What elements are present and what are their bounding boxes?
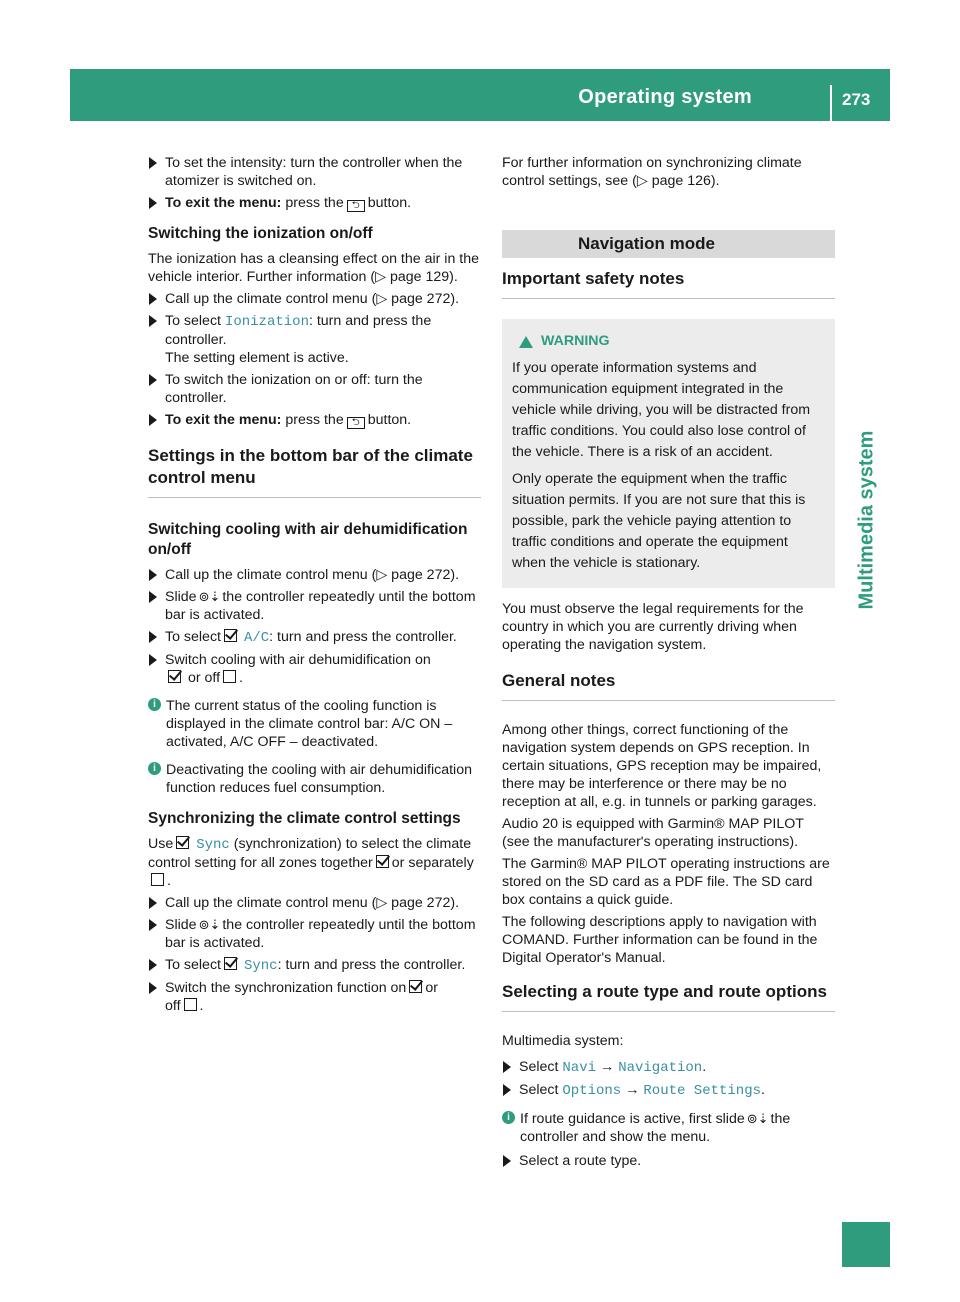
ionization-paragraph: The ionization has a cleansing effect on the air in the vehicle interior. Further information (▷ page 129).: [148, 251, 479, 285]
step-slide-controller: Slide ⊚⇣ the controller repeatedly until the bottom bar is activated.: [148, 588, 481, 624]
controller-slide-icon: ⊚⇣: [198, 589, 221, 604]
checkbox-checked-icon: [376, 855, 389, 868]
info-note-fuel: i Deactivating the cooling with air dehumidification function reduces fuel consumption.: [148, 761, 481, 797]
step-call-menu: Call up the climate control menu (▷ page 272).: [148, 290, 481, 308]
checkbox-checked-icon: [168, 670, 181, 683]
general-notes-2: Audio 20 is equipped with Garmin® MAP PILOT (see the manufacturer's operating instructions).: [502, 816, 804, 850]
section-banner-navigation: Navigation mode: [502, 230, 835, 258]
header-divider: [830, 85, 832, 121]
chapter-side-tab-label: Multimedia system: [855, 430, 878, 610]
arrow-right-icon: →: [625, 1082, 640, 1098]
step-select-ac: To select A/C: turn and press the controller.: [148, 628, 481, 647]
heading-route-type: Selecting a route type and route options: [502, 981, 835, 1012]
right-column: [502, 154, 835, 1174]
warning-paragraph-1: If you operate information systems and communication equipment integrated in the vehicle while driving, you will be distracted from traffic conditions. You could also lose control of the vehicle. There is a risk of an accident.: [512, 360, 811, 460]
legal-requirements: You must observe the legal requirements for the country in which you are currently driving when operating the navigation system.: [502, 601, 804, 653]
info-icon: i: [148, 762, 161, 775]
heading-bottom-bar: Settings in the bottom bar of the climate control menu: [148, 445, 481, 498]
info-icon: i: [148, 698, 161, 711]
left-column: [148, 154, 481, 1019]
info-note-ac-status: i The current status of the cooling function is displayed in the climate control bar: A/C ON – activated, A/C OFF – deactivated.: [148, 697, 481, 751]
heading-safety-notes: Important safety notes: [502, 268, 835, 299]
checkbox-empty-icon: [184, 998, 197, 1011]
multimedia-system-label: Multimedia system:: [502, 1033, 624, 1049]
heading-ionization: Switching the ionization on/off: [148, 225, 373, 242]
back-button-icon: ⮌: [347, 417, 365, 429]
checkbox-empty-icon: [151, 873, 164, 886]
step-select-ionization: To select Ionization: turn and press the controller. The setting element is active.: [148, 312, 481, 367]
chapter-side-tab: [842, 350, 890, 690]
warning-box: [502, 319, 835, 588]
checkbox-checked-icon: [409, 980, 422, 993]
step-call-menu-2: Call up the climate control menu (▷ page 272).: [148, 566, 481, 584]
sync-paragraph: Use Sync (synchronization) to select the climate control setting for all zones together or separately.: [148, 836, 474, 889]
warning-title: WARNING: [519, 331, 825, 352]
step-exit-menu: To exit the menu: press the ⮌ button.: [148, 194, 481, 212]
step-switch-cooling: Switch cooling with air dehumidification on or off .: [148, 651, 481, 687]
controller-slide-icon: ⊚⇣: [198, 917, 221, 932]
heading-cooling: Switching cooling with air dehumidification on/off: [148, 521, 468, 558]
page-number: 273: [842, 90, 871, 109]
general-notes-1: Among other things, correct functioning of the navigation system depends on GPS reception. In certain situations, GPS reception may be impaired, there may be interference or there may be no reception at all, e.g. in tunnels or parking garages.: [502, 722, 822, 810]
heading-general-notes: General notes: [502, 670, 835, 701]
header-bar: [70, 69, 890, 121]
step-slide-controller-2: Slide ⊚⇣ the controller repeatedly until the bottom bar is activated.: [148, 916, 481, 952]
controller-slide-icon: ⊚⇣: [746, 1111, 769, 1126]
info-icon: i: [502, 1111, 515, 1124]
warning-triangle-icon: [519, 336, 533, 348]
info-note-route-guidance: i If route guidance is active, first slide ⊚⇣ the controller and show the menu.: [502, 1110, 835, 1146]
general-notes-3: The Garmin® MAP PILOT operating instructions are stored on the SD card as a PDF file. The SD card box contains a quick guide.: [502, 856, 830, 908]
arrow-right-icon: →: [600, 1059, 615, 1075]
general-notes-4: The following descriptions apply to navigation with COMAND. Further information can be found in the Digital Operator's Manual.: [502, 914, 818, 966]
checkbox-checked-icon: [224, 957, 237, 970]
step-switch-sync: Switch the synchronization function on or off .: [148, 979, 481, 1015]
checkbox-empty-icon: [223, 670, 236, 683]
page-section-title: Operating system: [578, 86, 752, 108]
step-select-sync: To select Sync: turn and press the controller.: [148, 956, 481, 975]
checkbox-checked-icon: [224, 629, 237, 642]
step-set-intensity: To set the intensity: turn the controller when the atomizer is switched on.: [148, 154, 481, 190]
back-button-icon: ⮌: [347, 200, 365, 212]
step-select-navi: Select Navi → Navigation.: [502, 1058, 835, 1077]
checkbox-checked-icon: [176, 836, 189, 849]
step-select-options: Select Options → Route Settings.: [502, 1081, 835, 1100]
step-select-route-type: Select a route type.: [502, 1152, 835, 1170]
warning-paragraph-2: Only operate the equipment when the traffic situation permits. If you are not sure that this is possible, park the vehicle paying attention to traffic conditions and operate the equipment when the vehicle is stationary.: [512, 471, 806, 571]
side-marker-block: [842, 1222, 890, 1267]
sync-further-info: For further information on synchronizing climate control settings, see (▷ page 126).: [502, 155, 802, 189]
step-call-menu-3: Call up the climate control menu (▷ page 272).: [148, 894, 481, 912]
heading-sync: Synchronizing the climate control settings: [148, 810, 461, 827]
step-exit-menu-2: To exit the menu: press the ⮌ button.: [148, 411, 481, 429]
step-switch-ionization: To switch the ionization on or off: turn the controller.: [148, 371, 481, 407]
